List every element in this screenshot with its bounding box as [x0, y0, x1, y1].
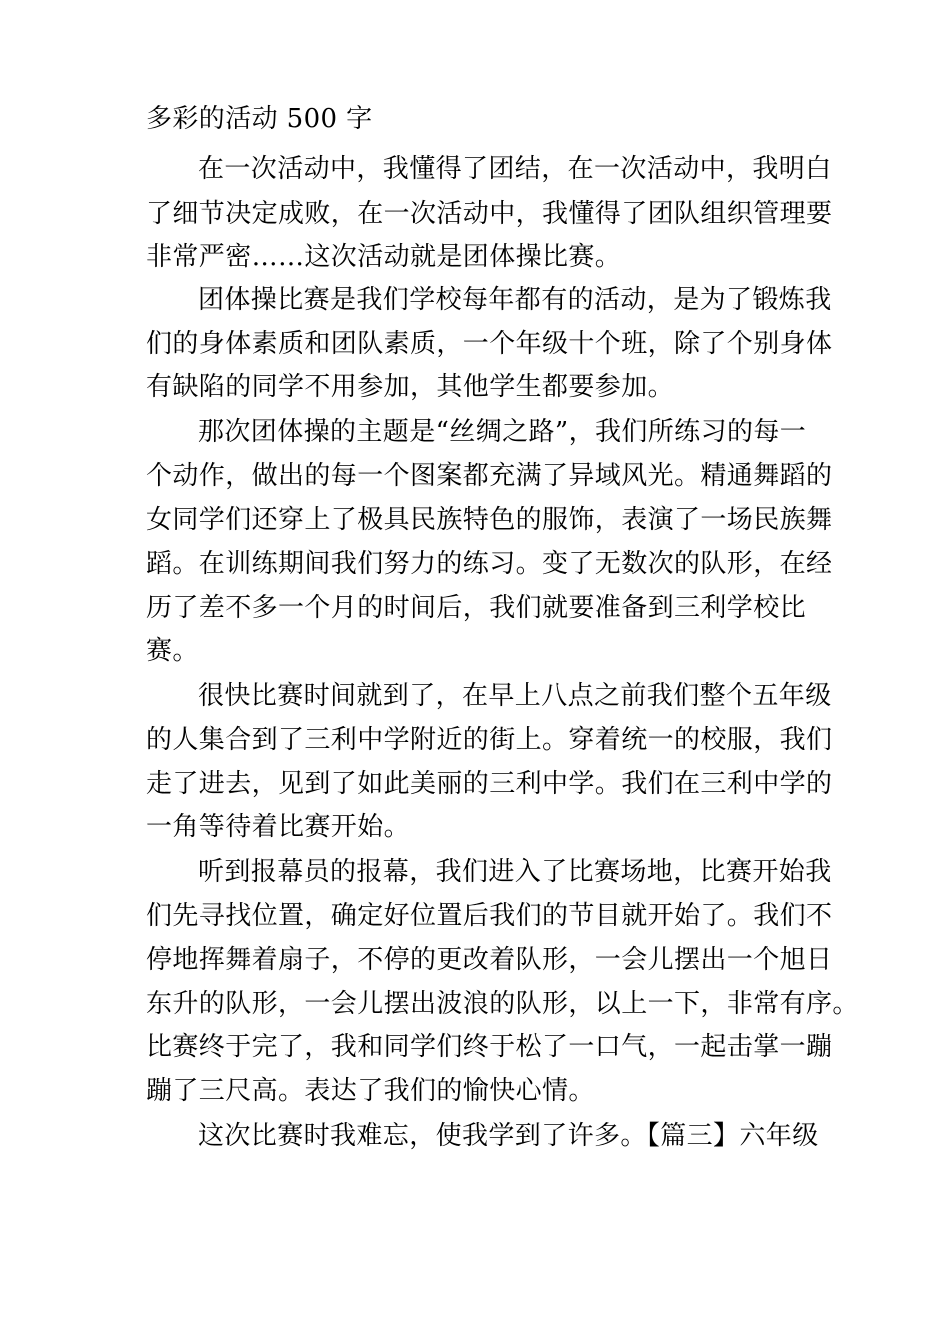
paragraph-line: 赛。	[146, 636, 199, 666]
paragraph-line: 这次比赛时我难忘，使我学到了许多。【篇三】六年级	[198, 1121, 819, 1151]
paragraph-line: 有缺陷的同学不用参加，其他学生都要参加。	[146, 372, 675, 402]
paragraph-line: 停地挥舞着扇子，不停的更改着队形，一会儿摆出一个旭日	[146, 945, 833, 975]
paragraph-line: 比赛终于完了，我和同学们终于松了一口气，一起击掌一蹦	[146, 1032, 833, 1062]
paragraph-line: 在一次活动中，我懂得了团结，在一次活动中，我明白	[198, 154, 832, 184]
paragraph-line: 走了进去，见到了如此美丽的三利中学。我们在三利中学的	[146, 769, 833, 799]
paragraph-line: 历了差不多一个月的时间后，我们就要准备到三利学校比	[146, 593, 807, 623]
paragraph-line: 了细节决定成败，在一次活动中，我懂得了团队组织管理要	[146, 199, 833, 229]
paragraph-line: 东升的队形，一会儿摆出波浪的队形，以上一下，非常有序。	[146, 989, 859, 1019]
paragraph-line: 们的身体素质和团队素质，一个年级十个班，除了个别身体	[146, 329, 833, 359]
document-title: 多彩的活动 500 字	[146, 104, 373, 134]
paragraph-line: 听到报幕员的报幕，我们进入了比赛场地，比赛开始我	[198, 857, 832, 887]
paragraph-line: 蹦了三尺高。表达了我们的愉快心情。	[146, 1076, 595, 1106]
paragraph-line: 们先寻找位置，确定好位置后我们的节目就开始了。我们不	[146, 901, 833, 931]
paragraph-line: 非常严密……这次活动就是团体操比赛。	[146, 242, 622, 272]
paragraph-line: 女同学们还穿上了极具民族特色的服饰，表演了一场民族舞	[146, 505, 833, 535]
paragraph-line: 那次团体操的主题是“丝绸之路”，我们所练习的每一	[198, 417, 807, 447]
paragraph-line: 团体操比赛是我们学校每年都有的活动，是为了锻炼我	[198, 285, 832, 315]
paragraph-line: 蹈。在训练期间我们努力的练习。变了无数次的队形，在经	[146, 549, 833, 579]
paragraph-line: 很快比赛时间就到了，在早上八点之前我们整个五年级	[198, 681, 832, 711]
paragraph-line: 的人集合到了三利中学附近的街上。穿着统一的校服，我们	[146, 725, 833, 755]
paragraph-line: 个动作，做出的每一个图案都充满了异域风光。精通舞蹈的	[146, 461, 833, 491]
paragraph-line: 一角等待着比赛开始。	[146, 812, 411, 842]
